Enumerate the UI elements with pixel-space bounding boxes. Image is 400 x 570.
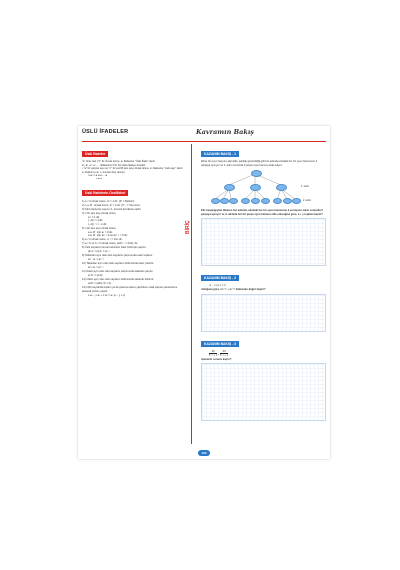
property-math: aⁿ·bⁿ = (a·b)ⁿ [88, 274, 104, 278]
property-math: (−1)²ⁿ⁺¹ = −1 dir. [88, 222, 107, 226]
side-label: BİRİÇ [185, 220, 191, 234]
chapter-title: ÜSLÜ İFADELER [82, 129, 129, 135]
clay-tree-diagram [201, 169, 326, 207]
kazanim-3-question: işleminin sonucu kaçtır? [201, 357, 232, 361]
page-header [78, 129, 330, 139]
property-math: a ∈ R⁻ için aⁿ > 0 dır. [88, 230, 113, 234]
property-math: aᵐ / aⁿ = aᵐ⁻ⁿ [88, 266, 104, 270]
property-item: 4) n bir tam sayı olmak üzere, [82, 211, 117, 215]
property-item: 11) Üsleri aynı olan üslü sayıların çarpımında tabanlar çarpılır. [82, 270, 154, 274]
property-item: 5) n bir tam sayı olmak üzere, [82, 226, 117, 230]
answer-grid-2[interactable] [201, 294, 326, 332]
section-heading-usl-ifadeler: Üslü İfadeler [82, 151, 108, 157]
property-math: (−1)²ⁿ = 1 dir. [88, 219, 104, 223]
left-column [82, 142, 186, 448]
kazanim-3-expression: $\frac{20}{\text{5⁻¹ + 1}}$ + $\frac{20}{\text{5⁻¹ + 1}}$ [209, 349, 229, 358]
fraction-b [220, 350, 228, 358]
property-item: 2) n ∈ R⁺ olmak üzere, 0ⁿ = 0 dır. (0⁻ⁿ = Tanımsız) [82, 203, 141, 207]
kazanim-heading-3: KAZANIM BAKIŞ - 3 [201, 341, 239, 347]
powers-text: a¹, a², a³, a⁴, ... ifadelerinin her biri üslü ifadeye örnektir. [82, 163, 146, 167]
kazanim-1-text: Ebrar bir oyun hamuru alan Elis, şekilde gösterildiği gibi her adımda elindeki her bir oyun hamurunu 3 parçaya ayırıyor ve 2. adım sonunda 9 parça oyun hamuru elde ediyor. [201, 160, 318, 167]
script-title: Kavramın Bakış [196, 128, 254, 136]
section-heading-ozellikler: Üslü İfadelerin Özellikleri [82, 190, 128, 196]
fraction-a [209, 350, 217, 358]
bullet-body: "a" bir gerçek sayı ve "n" bir pozitif tam sayı olmak üzere, aⁿ ifadesine "üslü sayı" denir. aⁿ ifadesi a nın n. kuvveti diye okunur. [82, 167, 184, 174]
property-item: 13) Üslü sayılarda toplam ya da çıkarma işlemi yapılırken ortak çarpan parantezine alınarak çözüm yapılır. [82, 286, 178, 293]
intro-text: "a" birer reel ("n" ile olmak üzere, aⁿ ifadesine "Üslü İfade" denir. [82, 160, 156, 163]
column-divider [191, 144, 192, 444]
step-1-label: 1. adım [301, 185, 309, 189]
property-item: 12) Üsleri aynı olan üslü sayıların bölümünde tabanlar bölünür. [82, 278, 154, 282]
kazanim-2-equation: m − n ve n = 3 [209, 284, 226, 288]
bullet-text: • "a" bir gerçek sayı ve "n" bir pozitif tam sayı olmak üzere, aⁿ ifadesine "üslü sayı" denir. aⁿ ifadesi a nın n. kuvveti diye okunur. [82, 167, 184, 174]
property-math: x·aⁿ − y·aⁿ + z·aⁿ = aⁿ·(x − y + z) [88, 293, 126, 297]
fraction-a-numerator: 20 [209, 350, 217, 355]
page-number: 102 [198, 450, 210, 456]
fraction-a-denominator: 5⁻¹ + 1 [209, 354, 218, 358]
right-column [201, 142, 326, 448]
answer-grid-1[interactable] [201, 218, 326, 266]
definition-formula: n·aⁿ = a·a·a·...·a [88, 174, 108, 178]
property-math: a ⁰ = 1 dir. [88, 215, 100, 219]
kazanim-1-question: Elis başlangıçtan itibaren her adımda, elindeki her bir oyun hamurunu 3 ve kaçıncı adım sonunda 5 parçaya ayırıyor ve 3. adımda her bir parça oyun hamuru elde edeceğine göre, a + y toplamı kaçtır? [201, 209, 323, 216]
property-item: 1) a ≠ 0 olmak üzere, a⁰ = 1 dir. (0⁰ = Belirsiz) [82, 199, 135, 203]
property-item: 7) a ≠ 0 ve b ≠ 0 olmak üzere, (a/b)⁻ⁿ = (b/a)ⁿ dir. [82, 242, 139, 246]
kazanim-heading-1: KAZANIM BAKIŞ - 1 [201, 151, 239, 157]
answer-grid-3[interactable] [201, 363, 326, 421]
property-item: 8) Üslü sayıların kuvveti alınırken üsler birbiriyle çarpılır. [82, 246, 147, 250]
formula-note: n tane [96, 177, 103, 180]
property-math: aⁿ/bⁿ = (a/b)ⁿ (b ≠ 0) [88, 282, 111, 286]
kazanim-heading-2: KAZANIM BAKIŞ - 2 [201, 275, 239, 281]
property-math: a ∈ R⁻ için a²ⁿ > 0 ve a²ⁿ⁺¹ < 0 dır. [88, 234, 128, 238]
fraction-b-denominator: 5⁻¹ + 1 [220, 354, 229, 358]
property-item: 6) a ≠ 0 olmak üzere, a⁻ⁿ = 1/aⁿ dir. [82, 238, 123, 242]
book-page [78, 126, 330, 459]
step-2-label: 2. adım [303, 199, 311, 203]
property-math: aᵐ · aⁿ = aᵐ⁺ⁿ [88, 258, 104, 262]
property-item: 3) Sıfırı bariş her sayının 1. kuvveti kendisine eşittir. [82, 207, 142, 211]
property-math: (aᵐ)ⁿ = (aⁿ)ᵐ = aᵐ·ⁿ [88, 250, 110, 254]
property-item: 10) Tabanları aynı olan üslü sayıların bölümünde üsler çıkarılır. [82, 262, 155, 266]
fraction-b-numerator: 20 [220, 350, 228, 355]
kazanim-2-question: olduğuna göre, mⁿ⁻ᵐ + nⁿ⁻ᵐ ifadesinin değeri kaçtır? [201, 287, 266, 291]
property-item: 9) Tabanları aynı olan üslü sayıların çarpımında üsler toplanır. [82, 254, 153, 258]
